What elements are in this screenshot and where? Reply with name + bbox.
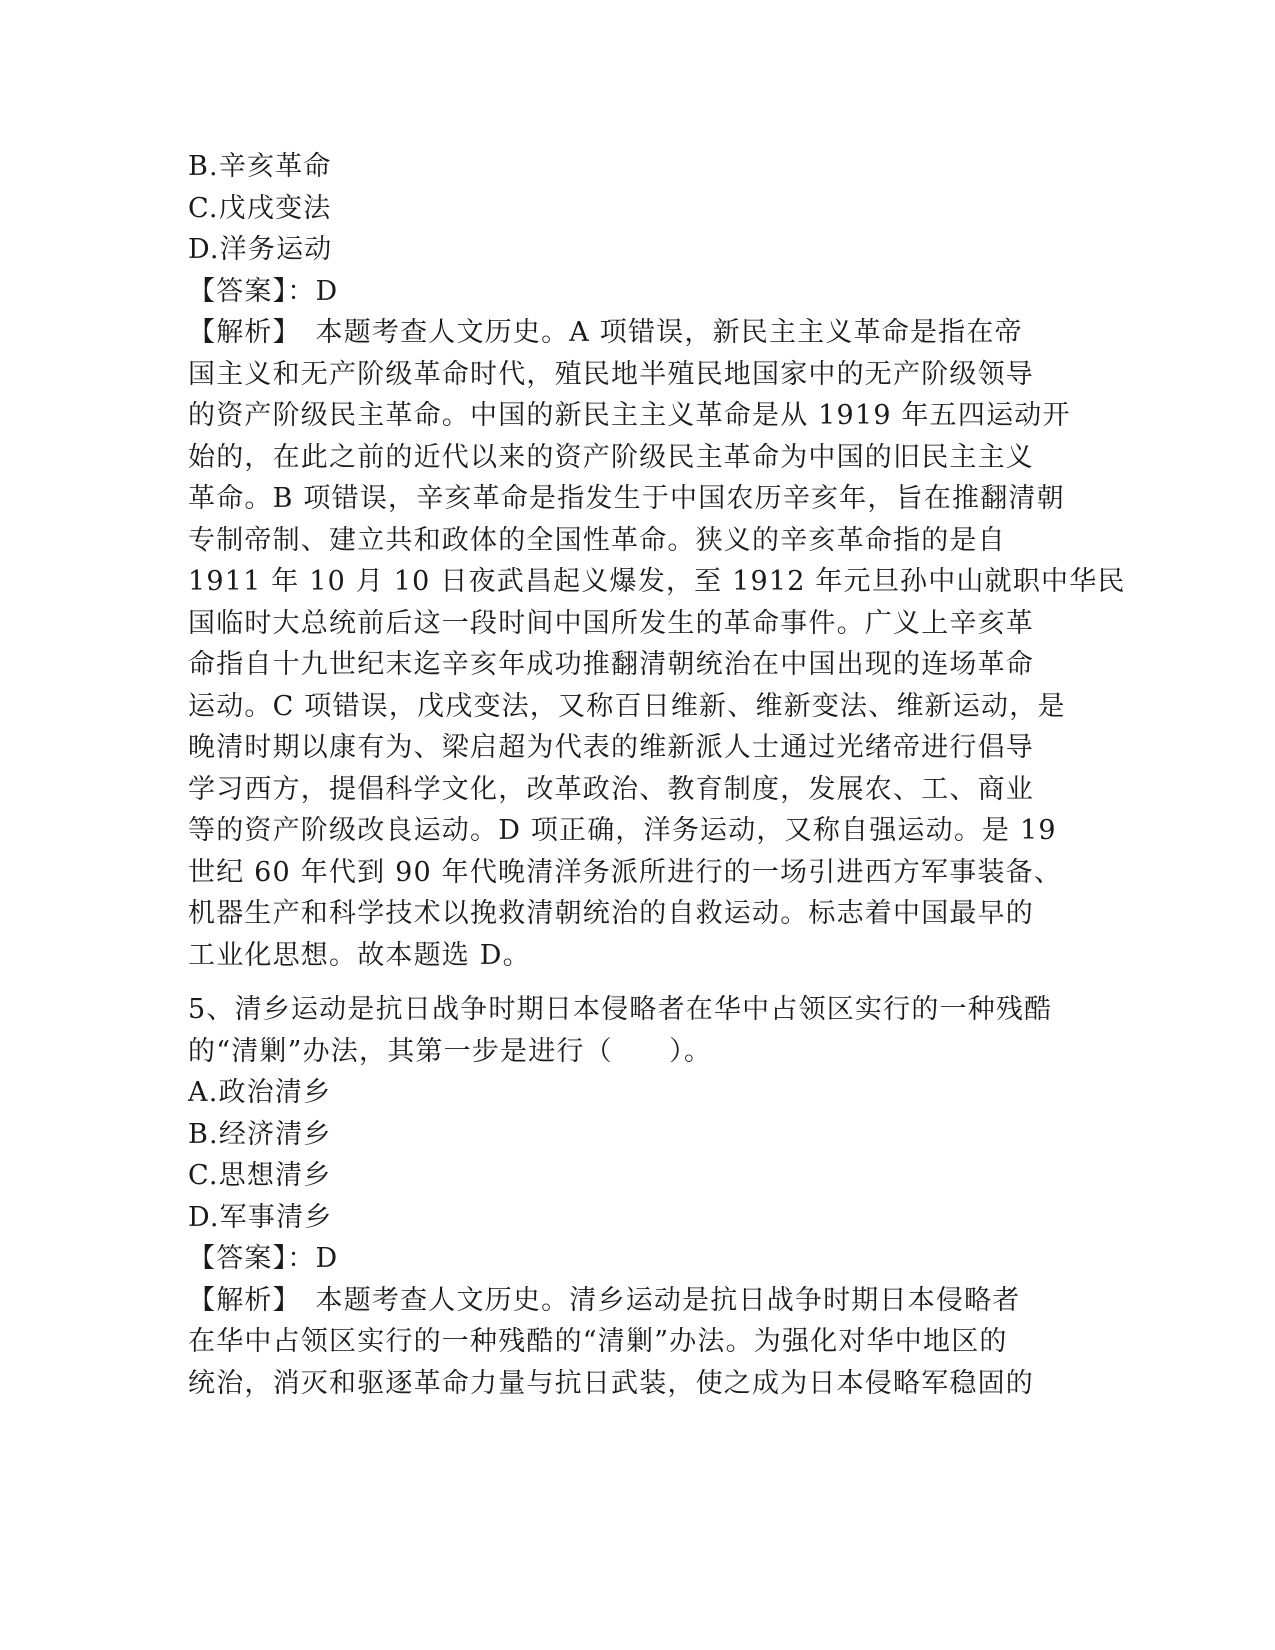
- analysis-line: 国临时大总统前后这一段时间中国所发生的革命事件。广义上辛亥革: [188, 607, 1034, 639]
- analysis-line: 世纪 60 年代到 90 年代晚清洋务派所进行的一场引进西方军事装备、: [188, 856, 1063, 888]
- option-b: B.辛亥革命: [188, 151, 332, 182]
- analysis-line: 始的，在此之前的近代以来的资产阶级民主革命为中国的旧民主主义: [188, 441, 1034, 473]
- analysis-line: 【解析】 本题考查人文历史。A 项错误，新民主主义革命是指在帝: [188, 317, 1023, 348]
- analysis-line: 的资产阶级民主革命。中国的新民主主义革命是从 1919 年五四运动开: [188, 400, 1071, 431]
- answer-line: 【答案】：D: [188, 1243, 339, 1274]
- analysis-line: 学习西方，提倡科学文化，改革政治、教育制度，发展农、工、商业: [188, 773, 1034, 805]
- answer-line: 【答案】：D: [188, 275, 339, 307]
- analysis-line: 晚清时期以康有为、梁启超为代表的维新派人士通过光绪帝进行倡导: [188, 732, 1034, 763]
- analysis-line: 革命。B 项错误，辛亥革命是指发生于中国农历辛亥年，旨在推翻清朝: [188, 483, 1065, 514]
- analysis-line: 1911 年 10 月 10 日夜武昌起义爆发，至 1912 年元旦孙中山就职中华民: [188, 566, 1126, 597]
- question-5: [188, 989, 1088, 1404]
- question-stem-line: 5、清乡运动是抗日战争时期日本侵略者在华中占领区实行的一种残酷: [188, 994, 1053, 1025]
- analysis-line: 工业化思想。故本题选 D。: [188, 939, 531, 971]
- analysis-line: 等的资产阶级改良运动。D 项正确，洋务运动，又称自强运动。是 19: [188, 815, 1057, 846]
- option-a: A.政治清乡: [188, 1077, 332, 1108]
- analysis-line: 专制帝制、建立共和政体的全国性革命。狭义的辛亥革命指的是自: [188, 524, 1006, 556]
- analysis-line: 运动。C 项错误，戊戌变法，又称百日维新、维新变法、维新运动，是: [188, 690, 1066, 722]
- analysis-line: 统治，消灭和驱逐革命力量与抗日武装，使之成为日本侵略军稳固的: [188, 1367, 1034, 1399]
- option-d: D.洋务运动: [188, 234, 333, 265]
- option-c: C.思想清乡: [188, 1160, 332, 1191]
- option-c: C.戊戌变法: [188, 192, 332, 224]
- analysis-block: [188, 312, 1126, 976]
- option-d: D.军事清乡: [188, 1201, 333, 1233]
- section-gap: [188, 976, 1088, 989]
- analysis-line: 国主义和无产阶级革命时代，殖民地半殖民地国家中的无产阶级领导: [188, 358, 1034, 390]
- analysis-line: 命指自十九世纪末迄辛亥年成功推翻清朝统治在中国出现的连场革命: [188, 649, 1034, 680]
- question-stem-line: 的“清剿”办法，其第一步是进行（ ）。: [188, 1035, 713, 1067]
- page-content: [188, 146, 1126, 1404]
- option-b: B.经济清乡: [188, 1118, 332, 1150]
- analysis-line: 在华中占领区实行的一种残酷的“清剿”办法。为强化对华中地区的: [188, 1326, 1008, 1357]
- analysis-line: 机器生产和科学技术以挽救清朝统治的自救运动。标志着中国最早的: [188, 898, 1034, 929]
- analysis-line: 【解析】 本题考查人文历史。清乡运动是抗日战争时期日本侵略者: [188, 1284, 1021, 1316]
